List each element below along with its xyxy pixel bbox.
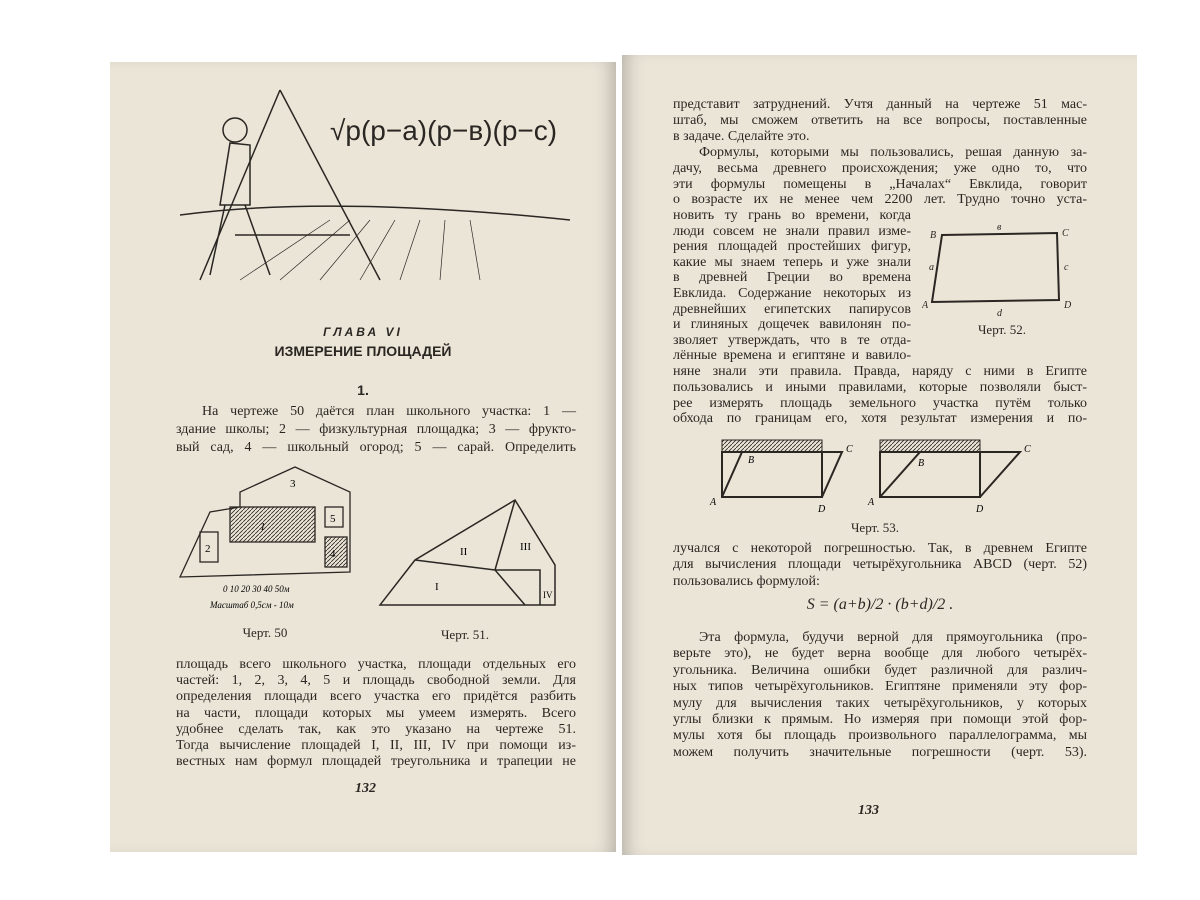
egyptian-formula: S = (a+b)/2 · (b+d)/2 . [806, 596, 954, 613]
region-I: I [435, 581, 439, 593]
text-line: частей: 1, 2, 3, 4, 5 и площадь свободной земли. Для [176, 673, 576, 689]
region-II: II [460, 546, 468, 558]
figure-52-caption: Черт. 52. [977, 322, 1026, 337]
figure-50-caption: Черт. 50 [242, 625, 288, 640]
text-line: рее измерять площадь земельного участка путём только [673, 395, 1087, 411]
text-line: няне знали эти правила. Правда, наряду с ними в Египте [673, 364, 1087, 379]
fig53a-C: C [846, 444, 853, 455]
text-line: новить ту грань во времени, когда [673, 208, 911, 223]
figure-53-parallelograms [700, 432, 1040, 520]
header-illustration [180, 85, 580, 290]
side-d: d [997, 308, 1002, 318]
text-line: Евклида. Содержание некоторых из [673, 286, 911, 301]
text-line: площадь всего школьного участка, площади отдельных его [176, 657, 576, 672]
fig53a-A: A [710, 497, 717, 508]
fig53a-D: D [818, 504, 826, 515]
text-line: Формулы, которыми мы пользовались, решая данную за- [699, 145, 1087, 160]
text-line: ных типов четырёхугольников. Египтяне применяли эту фор- [673, 679, 1087, 695]
text-line: обхода по границам его, хотя результат измерения и по- [673, 411, 1087, 427]
text-line: вестных нам формул площадей треугольника и трапеции не [176, 754, 576, 770]
text-line: для вычисления площади четырёхугольника ABCD (черт. 52) [673, 557, 1087, 573]
vertex-C: C [1062, 228, 1069, 239]
text-line: мулу для вычисления таких четырёхугольников, у которых [673, 695, 1087, 711]
figure-51-divided-plan [375, 495, 565, 615]
plan-label-2: 2 [205, 543, 211, 555]
text-line: мулы хотя бы площадь произвольного параллелограмма, мы [673, 728, 1087, 744]
text-line: На чертеже 50 даётся план школьного участка: 1 — [202, 404, 576, 419]
fig53b-D: D [976, 504, 984, 515]
chapter-label: ГЛАВА VI [323, 325, 403, 339]
text-line: представит затруднений. Учтя данный на чертеже 51 мас- [673, 97, 1087, 112]
figure-53-caption: Черт. 53. [850, 520, 899, 535]
fig53b-A: A [868, 497, 875, 508]
text-line: можем получить значительные погрешности (черт. 53). [673, 744, 1087, 760]
header-formula: √p(p−a)(p−в)(p−c) [330, 115, 558, 146]
scale-ticks: 0 10 20 30 40 50м [223, 584, 290, 594]
text-line: вый сад, 4 — школьный огород; 5 — сарай. Определить [176, 440, 576, 455]
text-line: углы близки к прямым. Но измеряя при помощи этой фор- [673, 712, 1087, 727]
scale-label: Масштаб 0,5см - 10м [210, 600, 294, 610]
text-line: штаб, мы сможем ответить на все вопросы, поставленные [673, 112, 1087, 128]
text-line: лучался с некоторой погрешностью. Так, в древнем Египте [673, 541, 1087, 556]
text-line: дачу, весьма древнего происхождения; уже одно то, что [673, 160, 1087, 176]
text-line: удобнее сделать так, как это указано на чертеже 51. [176, 721, 576, 737]
plan-label-3: 3 [290, 478, 296, 490]
region-IV: IV [543, 590, 553, 600]
region-III: III [520, 541, 531, 553]
page-number-left: 132 [355, 781, 376, 796]
text-line: верьте это), не будет верна вообще для любого четырёх- [673, 646, 1087, 662]
text-line: рения площадей простейших фигур, [673, 239, 911, 255]
page-number-right: 133 [858, 803, 879, 818]
fig53a-B: B [748, 455, 755, 466]
figure-50-school-plan [175, 462, 365, 612]
text-line: люди совсем не знали правил изме- [673, 223, 911, 239]
text-line: на части, площади которых мы умеем измерять. Всего [176, 705, 576, 721]
fig53b-B: B [918, 458, 925, 469]
side-a: a [929, 262, 934, 273]
chapter-title: ИЗМЕРЕНИЕ ПЛОЩАДЕЙ [274, 343, 452, 359]
text-line: угольника. Величина ошибки будет различной для различ- [673, 662, 1087, 678]
text-line: определения площади всего участка его придётся разбить [176, 689, 576, 705]
text-line: древнейших египетских папирусов [673, 301, 911, 317]
text-line: пользовались формулой: [673, 573, 820, 589]
text-line: Эта формула, будучи верной для прямоугольника (про- [699, 630, 1087, 645]
text-line: пользовались и иными правилами, которые позволяли быст- [673, 379, 1087, 395]
plan-label-5: 5 [330, 513, 336, 525]
text-line: о возрасте их не менее чем 2200 лет. Трудно точно уста- [673, 192, 1087, 208]
text-line: зволяет утверждать, что в те отда- [673, 332, 911, 348]
side-c: c [1064, 262, 1069, 273]
text-line: здание школы; 2 — физкультурная площадка; 3 — фрукто- [176, 422, 576, 437]
text-line: в древней Греции во времена [673, 270, 911, 286]
text-line: в задаче. Сделайте это. [673, 128, 810, 144]
text-line: Тогда вычисление площадей I, II, III, IV при помощи из- [176, 738, 576, 753]
text-line: и глиняных дощечек вавилонян по- [673, 317, 911, 333]
vertex-A: A [922, 300, 929, 311]
vertex-D: D [1064, 300, 1072, 311]
vertex-B: B [930, 230, 937, 241]
plan-label-1: 1 [260, 521, 266, 533]
section-number: 1. [357, 382, 369, 398]
plan-label-4: 4 [330, 548, 336, 560]
text-line: какие мы знаем теперь и уже знали [673, 254, 911, 270]
figure-51-caption: Черт. 51. [440, 627, 489, 642]
figure-52-quadrilateral [922, 220, 1082, 318]
text-line: лённые времена и египтяне и вавило- [673, 348, 911, 364]
side-b: в [997, 222, 1002, 233]
fig53b-C: C [1024, 444, 1031, 455]
text-line: эти формулы помещены в „Началах“ Евклида, говорит [673, 176, 1087, 192]
